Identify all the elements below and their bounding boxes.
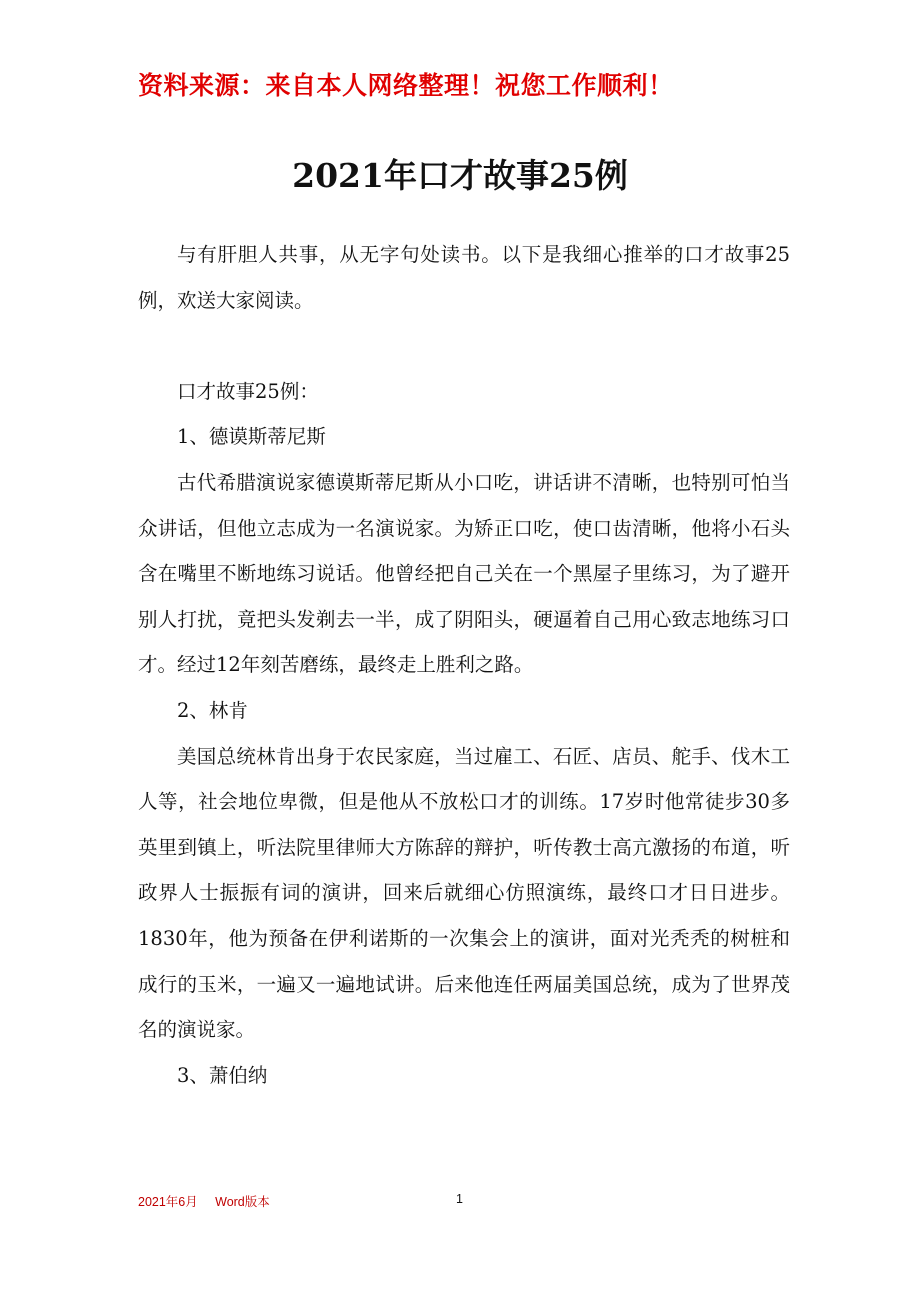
source-notice: 资料来源：来自本人网络整理！祝您工作顺利！ bbox=[138, 71, 674, 100]
document-body bbox=[138, 232, 790, 1098]
section-heading-demosthenes: 1、德谟斯蒂尼斯 bbox=[177, 425, 326, 449]
section-heading-shaw: 3、萧伯纳 bbox=[177, 1063, 268, 1087]
list-heading: 口才故事25例： bbox=[177, 379, 319, 403]
intro-paragraph: 与有肝胆人共事，从无字句处读书。以下是我细心推举的口才故事25例，欢送大家阅读。 bbox=[138, 243, 790, 312]
document-title: 2021年口才故事25例 bbox=[292, 156, 628, 195]
footer-date-version: 2021年6月 Word版本 bbox=[138, 1195, 270, 1209]
section-body-demosthenes: 古代希腊演说家德谟斯蒂尼斯从小口吃，讲话讲不清晰，也特别可怕当众讲话，但他立志成为一名演说家。为矫正口吃，使口齿清晰，他将小石头含在嘴里不断地练习说话。他曾经把自己关在一个黑屋子里练习，为了避开别人打扰，竟把头发剃去一半，成了阴阳头，硬逼着自己用心致志地练习口才。经过12年刻苦磨练，最终走上胜利之路。 bbox=[138, 470, 790, 677]
section-heading-lincoln: 2、林肯 bbox=[177, 698, 248, 722]
section-body-lincoln: 美国总统林肯出身于农民家庭，当过雇工、石匠、店员、舵手、伐木工人等，社会地位卑微，但是他从不放松口才的训练。17岁时他常徒步30多英里到镇上，听法院里律师大方陈辞的辩护，听传教士高亢激扬的布道，听政界人士振振有词的演讲，回来后就细心仿照演练，最终口才日日进步。1830年，他为预备在伊利诺斯的一次集会上的演讲，面对光秃秃的树桩和成行的玉米，一遍又一遍地试讲。后来他连任两届美国总统，成为了世界茂名的演说家。 bbox=[138, 744, 790, 1042]
paragraph-spacer bbox=[138, 323, 790, 369]
footer-page-number: 1 bbox=[456, 1192, 463, 1206]
